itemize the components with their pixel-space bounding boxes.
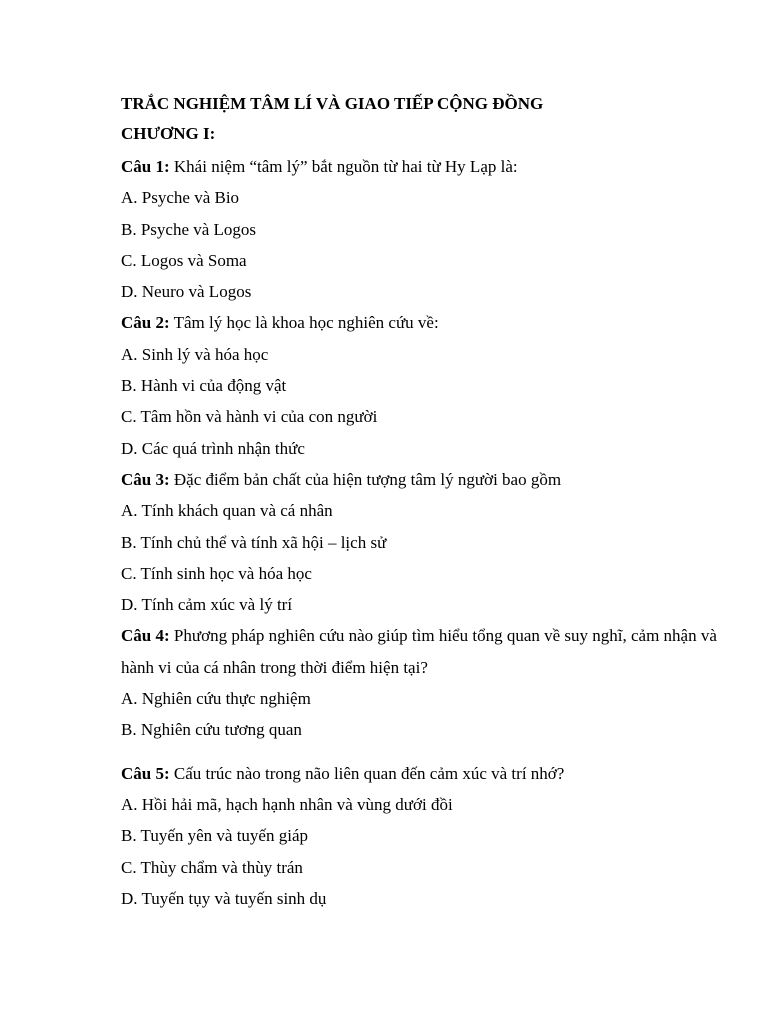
answer-option: C. Thùy chẩm và thùy trán xyxy=(121,857,303,877)
question-label: Câu 4: xyxy=(121,626,170,646)
question-body: Cấu trúc nào trong não liên quan đến cảm xúc và trí nhớ? xyxy=(173,763,565,783)
answer-option: C. Logos và Soma xyxy=(121,250,247,270)
answer-option: D. Các quá trình nhận thức xyxy=(121,438,305,458)
answer-option: A. Tính khách quan và cá nhân xyxy=(121,501,333,521)
answer-option: A. Sinh lý và hóa học xyxy=(121,344,269,364)
question-label: Câu 2: xyxy=(121,313,170,333)
question-label: Câu 5: xyxy=(121,763,170,783)
question-3 xyxy=(121,464,721,620)
question-5 xyxy=(121,758,721,914)
question-label: Câu 3: xyxy=(121,469,170,489)
answer-option: A. Hồi hải mã, hạch hạnh nhân và vùng dưới đồi xyxy=(121,794,453,814)
question-1 xyxy=(121,151,721,307)
question-text xyxy=(121,151,721,182)
chapter-heading: CHƯƠNG I: xyxy=(121,124,216,143)
question-body: Đặc điểm bản chất của hiện tượng tâm lý người bao gồm xyxy=(173,469,562,489)
answer-option: B. Tính chủ thể và tính xã hội – lịch sử xyxy=(121,532,387,552)
answer-option: D. Tính cảm xúc và lý trí xyxy=(121,595,293,615)
question-body: Tâm lý học là khoa học nghiên cứu về: xyxy=(173,313,439,333)
document-page xyxy=(121,91,721,914)
question-2 xyxy=(121,307,721,463)
answer-option: A. Nghiên cứu thực nghiệm xyxy=(121,689,311,709)
answer-option: A. Psyche và Bio xyxy=(121,188,240,208)
answer-option: D. Tuyến tụy và tuyến sinh dụ xyxy=(121,888,327,908)
question-text xyxy=(121,758,721,789)
question-label: Câu 1: xyxy=(121,157,170,176)
question-text xyxy=(121,307,721,338)
question-body: Khái niệm “tâm lý” bắt nguồn từ hai từ Hy Lạp là: xyxy=(173,157,518,176)
document-title: TRẮC NGHIỆM TÂM LÍ VÀ GIAO TIẾP CỘNG ĐỒNG xyxy=(121,94,544,113)
answer-option: B. Nghiên cứu tương quan xyxy=(121,720,302,740)
answer-option: D. Neuro và Logos xyxy=(121,282,252,302)
question-text xyxy=(121,620,721,683)
question-4 xyxy=(121,620,721,745)
question-text xyxy=(121,464,721,495)
answer-option: B. Hành vi của động vật xyxy=(121,376,287,396)
answer-option: C. Tính sinh học và hóa học xyxy=(121,563,312,583)
answer-option: B. Psyche và Logos xyxy=(121,219,257,239)
answer-option: B. Tuyến yên và tuyến giáp xyxy=(121,826,308,846)
answer-option: C. Tâm hồn và hành vi của con người xyxy=(121,407,378,427)
question-body: Phương pháp nghiên cứu nào giúp tìm hiểu tổng quan về suy nghĩ, cảm nhận và hành vi của cá nhân trong thời điểm hiện tại? xyxy=(121,626,717,677)
